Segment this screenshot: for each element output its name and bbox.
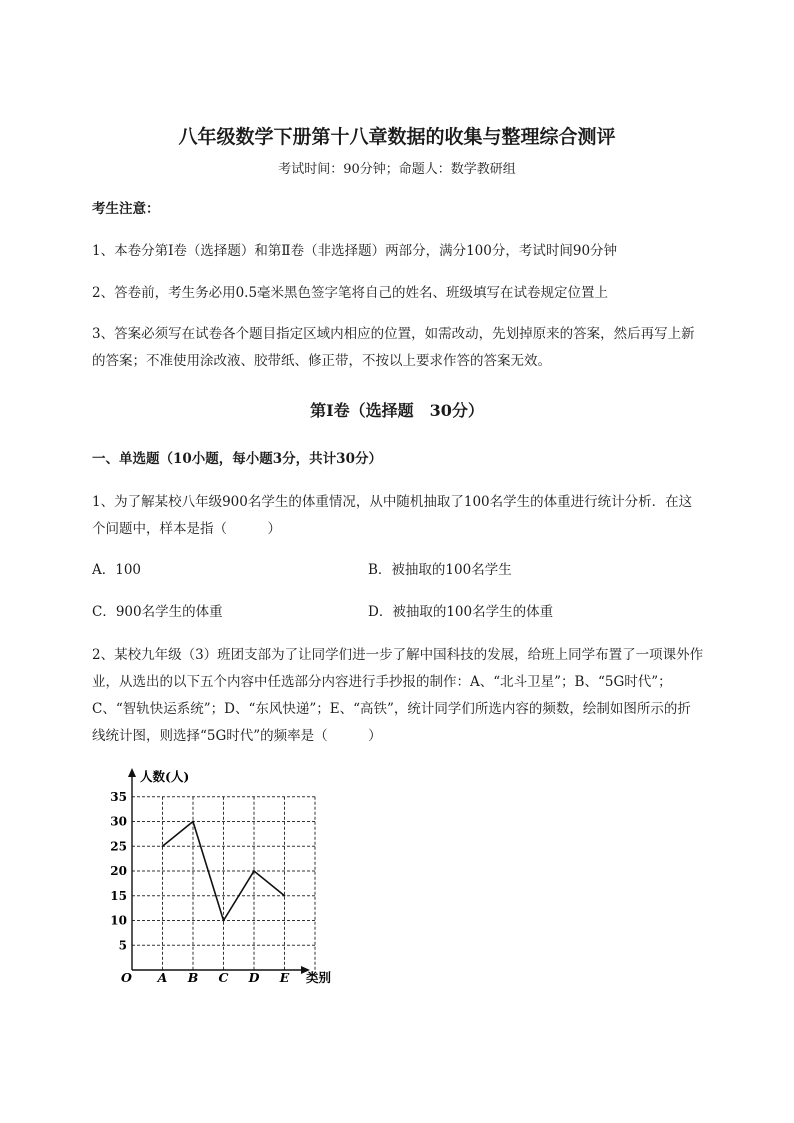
notice-item-2: 2、答卷前，考生务必用0.5毫米黑色签字笔将自己的姓名、班级填写在试卷规定位置上 <box>92 285 609 301</box>
question-2-stem: 2、某校九年级（3）班团支部为了让同学们进一步了解中国科技的发展，给班上同学布置了一项课外作业，从选出的以下五个内容中任选部分内容进行手抄报的制作：A、“北斗卫星”；B、“5G时代”；C、“智轨快运系统”；D、“东风快递”；E、“高铁”，统计同学们所选内容的频数，绘制如图所示的折线统计图，则选择“5G时代”的频率是（ ） <box>92 647 704 744</box>
x-axis-label: 类别 <box>306 970 332 985</box>
x-tick-label: A <box>157 970 168 985</box>
origin-label: O <box>121 970 132 985</box>
data-point <box>284 895 286 897</box>
y-tick-label: 20 <box>110 864 127 878</box>
frequency-line-chart <box>108 760 348 995</box>
q1-option-b[interactable]: B．被抽取的100名学生 <box>368 562 512 578</box>
data-point <box>192 821 194 823</box>
exam-info: 考试时间：90分钟；命题人：数学教研组 <box>278 162 516 177</box>
question-1-stem: 1、为了解某校八年级900名学生的体重情况，从中随机抽取了100名学生的体重进行统计分析．在这个问题中，样本是指（ ） <box>92 494 693 537</box>
chart-grid <box>132 797 315 970</box>
x-tick-label: E <box>279 970 290 985</box>
notice-item-1: 1、本卷分第Ⅰ卷（选择题）和第Ⅱ卷（非选择题）两部分，满分100分，考试时间90分钟 <box>92 243 618 259</box>
page-title: 八年级数学下册第十八章数据的收集与整理综合测评 <box>178 126 616 148</box>
x-tick-label: D <box>248 970 260 985</box>
y-tick-label: 10 <box>110 913 127 928</box>
y-tick-label: 30 <box>110 814 127 829</box>
y-tick-label: 15 <box>110 888 127 903</box>
x-tick-label: C <box>218 970 229 985</box>
chart-ticks <box>110 790 289 985</box>
q1-option-c[interactable]: C．900名学生的体重 <box>92 604 223 620</box>
y-tick-label: 35 <box>110 789 127 804</box>
y-tick-label: 25 <box>110 839 127 854</box>
part-heading: 一、单选题（10小题，每小题3分，共计30分） <box>92 451 382 467</box>
y-axis-arrow <box>128 768 136 777</box>
data-point <box>253 870 255 872</box>
notice-item-3: 3、答案必须写在试卷各个题目指定区域内相应的位置，如需改动，先划掉原来的答案，然后再写上新的答案；不准使用涂改液、胶带纸、修正带，不按以上要求作答的答案无效。 <box>92 326 695 369</box>
data-point <box>223 920 225 922</box>
x-tick-label: B <box>187 970 199 985</box>
section-title: 第Ⅰ卷（选择题 30分） <box>310 401 484 420</box>
notice-heading: 考生注意： <box>92 201 160 217</box>
q1-option-a[interactable]: A．100 <box>92 562 142 578</box>
y-tick-label: 5 <box>118 938 127 953</box>
q1-option-d[interactable]: D．被抽取的100名学生的体重 <box>368 604 554 620</box>
y-axis-label: 人数(人) <box>140 769 190 784</box>
data-point <box>162 845 164 847</box>
